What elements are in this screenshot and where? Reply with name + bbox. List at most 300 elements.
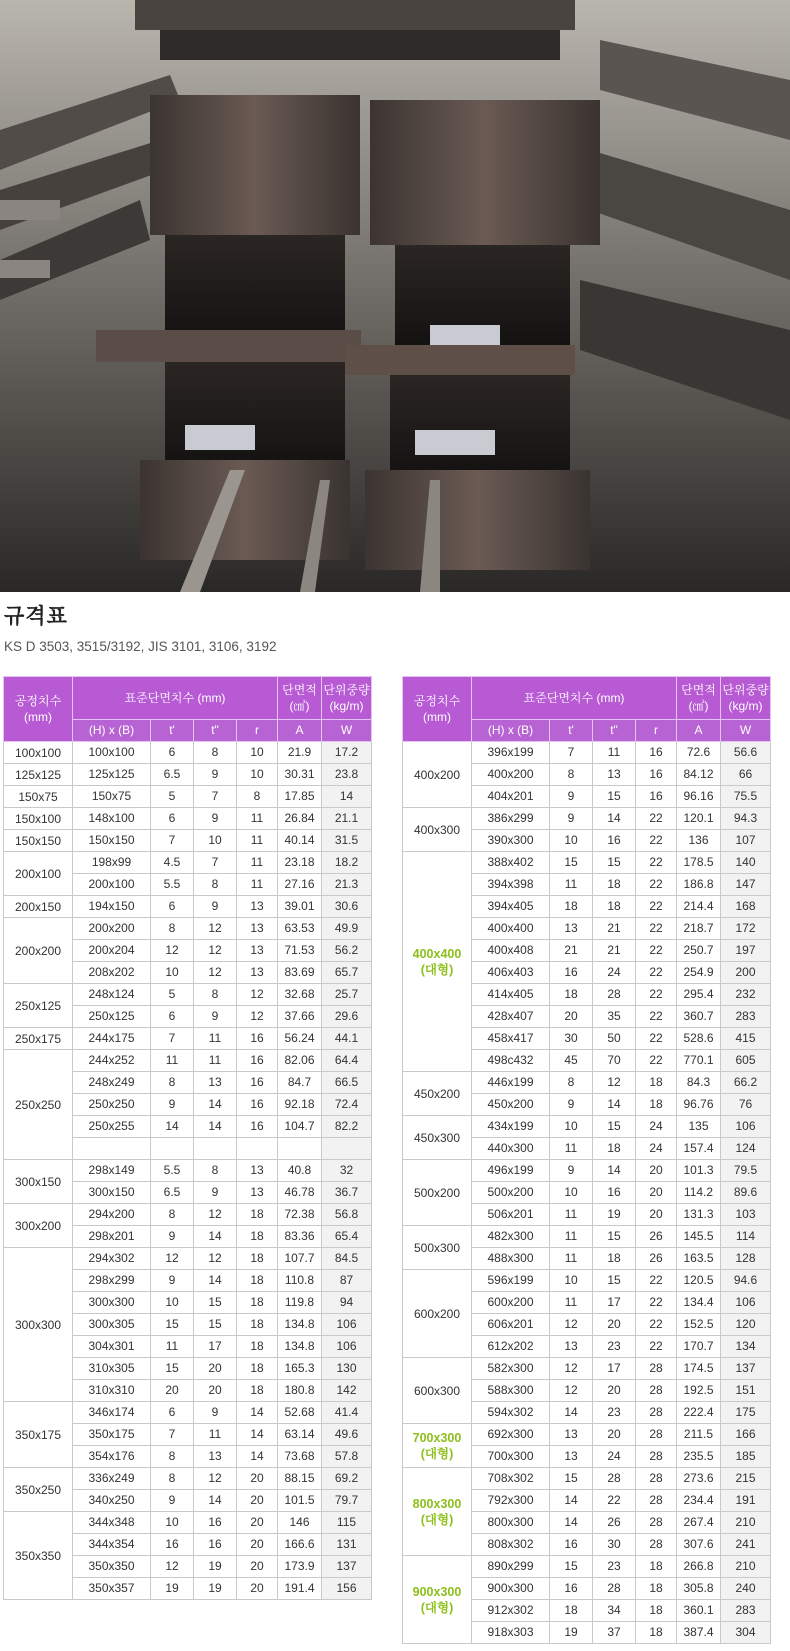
t1-cell: 12 — [151, 940, 194, 962]
t1-cell: 10 — [151, 962, 194, 984]
header-w: W — [322, 720, 372, 742]
weight-cell: 147 — [721, 874, 771, 896]
weight-cell: 283 — [721, 1600, 771, 1622]
t1-cell: 12 — [550, 1358, 593, 1380]
t1-cell: 13 — [550, 1446, 593, 1468]
weight-cell: 17.2 — [322, 742, 372, 764]
area-cell: 17.85 — [278, 786, 322, 808]
area-cell: 214.4 — [677, 896, 721, 918]
weight-cell: 191 — [721, 1490, 771, 1512]
area-cell: 250.7 — [677, 940, 721, 962]
t1-cell: 45 — [550, 1050, 593, 1072]
t1-cell: 7 — [151, 1028, 194, 1050]
table-row — [403, 742, 771, 764]
r-cell: 20 — [237, 1556, 278, 1578]
dim-cell: 300x150 — [73, 1182, 151, 1204]
t1-cell: 11 — [550, 1292, 593, 1314]
size-group-cell: 125x125 — [4, 764, 73, 786]
weight-cell: 82.2 — [322, 1116, 372, 1138]
table-row — [403, 1226, 771, 1248]
area-cell: 37.66 — [278, 1006, 322, 1028]
area-cell: 21.9 — [278, 742, 322, 764]
r-cell: 16 — [237, 1116, 278, 1138]
area-cell: 174.5 — [677, 1358, 721, 1380]
dim-cell: 400x408 — [472, 940, 550, 962]
area-cell: 71.53 — [278, 940, 322, 962]
r-cell: 18 — [636, 1094, 677, 1116]
r-cell: 11 — [237, 874, 278, 896]
dim-cell: 248x124 — [73, 984, 151, 1006]
r-cell: 20 — [237, 1512, 278, 1534]
r-cell: 22 — [636, 984, 677, 1006]
area-cell: 63.14 — [278, 1424, 322, 1446]
size-group-cell: 900x300 (대형) — [403, 1556, 472, 1644]
t1-cell: 20 — [550, 1006, 593, 1028]
t2-cell: 28 — [593, 984, 636, 1006]
t1-cell: 16 — [550, 1534, 593, 1556]
r-cell: 18 — [237, 1336, 278, 1358]
weight-cell: 87 — [322, 1270, 372, 1292]
t1-cell: 6 — [151, 1006, 194, 1028]
area-cell: 27.16 — [278, 874, 322, 896]
r-cell: 22 — [636, 852, 677, 874]
size-group-cell: 350x175 — [4, 1402, 73, 1468]
t2-cell: 15 — [194, 1292, 237, 1314]
r-cell: 18 — [237, 1292, 278, 1314]
weight-cell: 106 — [721, 1292, 771, 1314]
weight-cell: 120 — [721, 1314, 771, 1336]
t2-cell: 13 — [593, 764, 636, 786]
t1-cell: 14 — [550, 1402, 593, 1424]
dim-cell: 346x174 — [73, 1402, 151, 1424]
t1-cell: 10 — [550, 1116, 593, 1138]
area-cell: 295.4 — [677, 984, 721, 1006]
table-row — [4, 1028, 372, 1050]
dim-cell: 148x100 — [73, 808, 151, 830]
header-t2: t" — [194, 720, 237, 742]
dim-cell: 298x299 — [73, 1270, 151, 1292]
header-r: r — [636, 720, 677, 742]
r-cell: 16 — [636, 786, 677, 808]
weight-cell: 66 — [721, 764, 771, 786]
area-cell: 40.8 — [278, 1160, 322, 1182]
area-cell: 170.7 — [677, 1336, 721, 1358]
spec-table-right — [402, 676, 771, 1644]
area-cell: 84.3 — [677, 1072, 721, 1094]
table-row — [4, 742, 372, 764]
t2-cell: 12 — [194, 940, 237, 962]
table-row — [4, 1402, 372, 1424]
t2-cell: 15 — [194, 1314, 237, 1336]
area-cell: 96.16 — [677, 786, 721, 808]
t2-cell: 7 — [194, 852, 237, 874]
r-cell: 18 — [237, 1314, 278, 1336]
weight-cell: 56.2 — [322, 940, 372, 962]
r-cell: 22 — [636, 1314, 677, 1336]
dim-cell: 440x300 — [472, 1138, 550, 1160]
t1-cell: 11 — [550, 1248, 593, 1270]
dim-cell: 404x201 — [472, 786, 550, 808]
dim-cell: 498c432 — [472, 1050, 550, 1072]
table-row — [403, 808, 771, 830]
t2-cell: 11 — [194, 1050, 237, 1072]
table-row — [4, 764, 372, 786]
weight-cell: 41.4 — [322, 1402, 372, 1424]
area-cell: 110.8 — [278, 1270, 322, 1292]
t2-cell: 14 — [593, 1094, 636, 1116]
area-cell: 186.8 — [677, 874, 721, 896]
t1-cell: 6 — [151, 896, 194, 918]
weight-cell: 137 — [322, 1556, 372, 1578]
t1-cell: 19 — [151, 1578, 194, 1600]
r-cell: 28 — [636, 1534, 677, 1556]
t2-cell: 23 — [593, 1402, 636, 1424]
t1-cell: 11 — [550, 1204, 593, 1226]
dim-cell: 500x200 — [472, 1182, 550, 1204]
t1-cell: 8 — [151, 1468, 194, 1490]
t1-cell: 7 — [550, 742, 593, 764]
t2-cell: 14 — [593, 1160, 636, 1182]
weight-cell: 76 — [721, 1094, 771, 1116]
weight-cell: 25.7 — [322, 984, 372, 1006]
t1-cell: 15 — [151, 1314, 194, 1336]
r-cell: 18 — [636, 1622, 677, 1644]
area-cell: 63.53 — [278, 918, 322, 940]
t1-cell: 11 — [550, 1226, 593, 1248]
dim-cell: 386x299 — [472, 808, 550, 830]
t1-cell: 7 — [151, 1424, 194, 1446]
table-row — [403, 852, 771, 874]
area-cell: 136 — [677, 830, 721, 852]
t2-cell: 18 — [593, 896, 636, 918]
r-cell: 28 — [636, 1380, 677, 1402]
header-weight: 단위중량 (kg/m) — [322, 677, 372, 720]
t1-cell: 8 — [151, 1446, 194, 1468]
t2-cell: 14 — [194, 1270, 237, 1292]
header-w: W — [721, 720, 771, 742]
area-cell — [278, 1138, 322, 1160]
t1-cell: 11 — [550, 1138, 593, 1160]
r-cell: 28 — [636, 1402, 677, 1424]
t2-cell: 17 — [593, 1292, 636, 1314]
weight-cell: 200 — [721, 962, 771, 984]
dim-cell: 414x405 — [472, 984, 550, 1006]
header-r: r — [237, 720, 278, 742]
dim-cell: 400x200 — [472, 764, 550, 786]
size-group-cell: 250x175 — [4, 1028, 73, 1050]
t1-cell: 7 — [151, 830, 194, 852]
dim-cell: 596x199 — [472, 1270, 550, 1292]
weight-cell: 103 — [721, 1204, 771, 1226]
t1-cell: 10 — [151, 1512, 194, 1534]
t2-cell: 20 — [194, 1358, 237, 1380]
t2-cell: 8 — [194, 874, 237, 896]
area-cell: 222.4 — [677, 1402, 721, 1424]
dim-cell: 600x200 — [472, 1292, 550, 1314]
area-cell: 30.31 — [278, 764, 322, 786]
r-cell: 13 — [237, 1160, 278, 1182]
t2-cell — [194, 1138, 237, 1160]
dim-cell: 388x402 — [472, 852, 550, 874]
dim-cell: 200x204 — [73, 940, 151, 962]
weight-cell: 106 — [322, 1314, 372, 1336]
area-cell: 107.7 — [278, 1248, 322, 1270]
size-group-cell: 300x300 — [4, 1248, 73, 1402]
dim-cell: 428x407 — [472, 1006, 550, 1028]
size-group-cell: 500x300 — [403, 1226, 472, 1270]
weight-cell: 29.6 — [322, 1006, 372, 1028]
r-cell: 24 — [636, 1116, 677, 1138]
area-cell: 211.5 — [677, 1424, 721, 1446]
t1-cell: 6 — [151, 1402, 194, 1424]
weight-cell: 130 — [322, 1358, 372, 1380]
t2-cell: 30 — [593, 1534, 636, 1556]
table-row — [4, 896, 372, 918]
t1-cell: 8 — [550, 764, 593, 786]
area-cell: 84.7 — [278, 1072, 322, 1094]
t1-cell: 5.5 — [151, 874, 194, 896]
t1-cell: 16 — [550, 1578, 593, 1600]
table-row — [4, 984, 372, 1006]
dim-cell: 194x150 — [73, 896, 151, 918]
t1-cell: 11 — [151, 1050, 194, 1072]
size-group-cell: 200x200 — [4, 918, 73, 984]
dim-cell: 298x201 — [73, 1226, 151, 1248]
r-cell: 13 — [237, 1182, 278, 1204]
header-standard: 표준단면치수 (mm) — [472, 677, 677, 720]
area-cell: 178.5 — [677, 852, 721, 874]
dim-cell: 250x125 — [73, 1006, 151, 1028]
r-cell: 22 — [636, 962, 677, 984]
r-cell: 22 — [636, 896, 677, 918]
t2-cell: 50 — [593, 1028, 636, 1050]
t2-cell: 13 — [194, 1446, 237, 1468]
header-standard: 표준단면치수 (mm) — [73, 677, 278, 720]
weight-cell: 21.3 — [322, 874, 372, 896]
area-cell: 96.76 — [677, 1094, 721, 1116]
r-cell: 13 — [237, 940, 278, 962]
r-cell: 22 — [636, 940, 677, 962]
dim-cell: 496x199 — [472, 1160, 550, 1182]
t2-cell: 18 — [593, 874, 636, 896]
standards-subtitle: KS D 3503, 3515/3192, JIS 3101, 3106, 3192 — [4, 639, 277, 654]
t1-cell: 14 — [550, 1490, 593, 1512]
area-cell: 157.4 — [677, 1138, 721, 1160]
size-group-cell: 150x75 — [4, 786, 73, 808]
t2-cell: 23 — [593, 1336, 636, 1358]
t1-cell: 9 — [151, 1270, 194, 1292]
r-cell: 22 — [636, 808, 677, 830]
weight-cell: 114 — [721, 1226, 771, 1248]
dim-cell: 396x199 — [472, 742, 550, 764]
table-row — [403, 1424, 771, 1446]
r-cell: 10 — [237, 742, 278, 764]
r-cell: 16 — [237, 1050, 278, 1072]
dim-cell: 482x300 — [472, 1226, 550, 1248]
t2-cell: 19 — [194, 1556, 237, 1578]
area-cell: 305.8 — [677, 1578, 721, 1600]
t2-cell: 9 — [194, 764, 237, 786]
dim-cell: 692x300 — [472, 1424, 550, 1446]
dim-cell: 340x250 — [73, 1490, 151, 1512]
t1-cell: 9 — [151, 1490, 194, 1512]
t2-cell: 11 — [593, 742, 636, 764]
area-cell: 134.8 — [278, 1314, 322, 1336]
size-group-cell: 250x250 — [4, 1050, 73, 1160]
weight-cell: 156 — [322, 1578, 372, 1600]
weight-cell: 107 — [721, 830, 771, 852]
area-cell: 360.7 — [677, 1006, 721, 1028]
dim-cell: 708x302 — [472, 1468, 550, 1490]
t2-cell: 8 — [194, 984, 237, 1006]
r-cell: 26 — [636, 1226, 677, 1248]
r-cell: 18 — [636, 1556, 677, 1578]
t1-cell: 4.5 — [151, 852, 194, 874]
dim-cell: 344x354 — [73, 1534, 151, 1556]
dim-cell: 336x249 — [73, 1468, 151, 1490]
t2-cell: 14 — [194, 1094, 237, 1116]
size-group-cell: 150x100 — [4, 808, 73, 830]
r-cell: 26 — [636, 1248, 677, 1270]
t2-cell: 20 — [593, 1424, 636, 1446]
weight-cell: 49.6 — [322, 1424, 372, 1446]
dim-cell: 394x398 — [472, 874, 550, 896]
weight-cell: 65.4 — [322, 1226, 372, 1248]
t1-cell: 18 — [550, 1600, 593, 1622]
t2-cell: 9 — [194, 896, 237, 918]
t2-cell: 15 — [593, 852, 636, 874]
table-row — [403, 1556, 771, 1578]
weight-cell: 21.1 — [322, 808, 372, 830]
r-cell: 22 — [636, 1006, 677, 1028]
r-cell: 18 — [237, 1204, 278, 1226]
dim-cell: 298x149 — [73, 1160, 151, 1182]
t2-cell: 17 — [194, 1336, 237, 1358]
r-cell: 20 — [237, 1578, 278, 1600]
dim-cell: 918x303 — [472, 1622, 550, 1644]
t2-cell: 13 — [194, 1072, 237, 1094]
area-cell: 770.1 — [677, 1050, 721, 1072]
weight-cell: 115 — [322, 1512, 372, 1534]
t2-cell: 22 — [593, 1490, 636, 1512]
r-cell: 22 — [636, 918, 677, 940]
area-cell: 134.4 — [677, 1292, 721, 1314]
t2-cell: 37 — [593, 1622, 636, 1644]
t1-cell: 15 — [550, 1468, 593, 1490]
weight-cell: 72.4 — [322, 1094, 372, 1116]
weight-cell: 210 — [721, 1556, 771, 1578]
t2-cell: 8 — [194, 742, 237, 764]
dim-cell: 450x200 — [472, 1094, 550, 1116]
table-row — [403, 1116, 771, 1138]
t1-cell: 6 — [151, 808, 194, 830]
dim-cell: 250x255 — [73, 1116, 151, 1138]
dim-cell: 300x305 — [73, 1314, 151, 1336]
dim-cell: 300x300 — [73, 1292, 151, 1314]
t1-cell: 9 — [550, 808, 593, 830]
size-group-cell: 150x150 — [4, 830, 73, 852]
r-cell: 18 — [237, 1270, 278, 1292]
area-cell: 72.6 — [677, 742, 721, 764]
dim-cell: 244x252 — [73, 1050, 151, 1072]
area-cell: 82.06 — [278, 1050, 322, 1072]
t1-cell: 21 — [550, 940, 593, 962]
t2-cell: 26 — [593, 1512, 636, 1534]
t2-cell: 34 — [593, 1600, 636, 1622]
dim-cell: 506x201 — [472, 1204, 550, 1226]
t2-cell: 16 — [593, 1182, 636, 1204]
area-cell: 163.5 — [677, 1248, 721, 1270]
r-cell: 20 — [636, 1204, 677, 1226]
area-cell: 387.4 — [677, 1622, 721, 1644]
t2-cell: 7 — [194, 786, 237, 808]
size-group-cell: 200x100 — [4, 852, 73, 896]
dim-cell: 582x300 — [472, 1358, 550, 1380]
table-row — [4, 1204, 372, 1226]
area-cell: 180.8 — [278, 1380, 322, 1402]
weight-cell: 241 — [721, 1534, 771, 1556]
header-a: A — [278, 720, 322, 742]
table-row — [403, 1072, 771, 1094]
dim-cell: 350x357 — [73, 1578, 151, 1600]
dim-cell: 150x75 — [73, 786, 151, 808]
t2-cell: 16 — [194, 1534, 237, 1556]
weight-cell: 151 — [721, 1380, 771, 1402]
weight-cell: 131 — [322, 1534, 372, 1556]
area-cell: 119.8 — [278, 1292, 322, 1314]
area-cell: 83.36 — [278, 1226, 322, 1248]
size-group-cell: 450x200 — [403, 1072, 472, 1116]
weight-cell: 36.7 — [322, 1182, 372, 1204]
t2-cell: 8 — [194, 1160, 237, 1182]
r-cell: 22 — [636, 1336, 677, 1358]
r-cell: 24 — [636, 1138, 677, 1160]
area-cell: 307.6 — [677, 1534, 721, 1556]
area-cell: 235.5 — [677, 1446, 721, 1468]
dim-cell: 900x300 — [472, 1578, 550, 1600]
size-group-cell: 450x300 — [403, 1116, 472, 1160]
area-cell: 26.84 — [278, 808, 322, 830]
t2-cell: 9 — [194, 1402, 237, 1424]
t1-cell: 16 — [550, 962, 593, 984]
dim-cell: 792x300 — [472, 1490, 550, 1512]
dim-cell: 406x403 — [472, 962, 550, 984]
weight-cell: 23.8 — [322, 764, 372, 786]
r-cell: 28 — [636, 1468, 677, 1490]
dim-cell: 390x300 — [472, 830, 550, 852]
t2-cell: 20 — [593, 1380, 636, 1402]
r-cell: 20 — [636, 1182, 677, 1204]
t1-cell: 20 — [151, 1380, 194, 1402]
weight-cell: 134 — [721, 1336, 771, 1358]
weight-cell: 142 — [322, 1380, 372, 1402]
area-cell: 165.3 — [278, 1358, 322, 1380]
size-group-cell: 200x150 — [4, 896, 73, 918]
dim-cell: 100x100 — [73, 742, 151, 764]
r-cell: 11 — [237, 852, 278, 874]
t1-cell: 8 — [151, 918, 194, 940]
area-cell: 56.24 — [278, 1028, 322, 1050]
area-cell: 166.6 — [278, 1534, 322, 1556]
t1-cell: 9 — [550, 786, 593, 808]
weight-cell: 128 — [721, 1248, 771, 1270]
header-t1: t' — [151, 720, 194, 742]
t2-cell: 16 — [194, 1512, 237, 1534]
t2-cell: 12 — [194, 918, 237, 940]
t1-cell: 19 — [550, 1622, 593, 1644]
t2-cell: 21 — [593, 940, 636, 962]
r-cell: 20 — [636, 1160, 677, 1182]
